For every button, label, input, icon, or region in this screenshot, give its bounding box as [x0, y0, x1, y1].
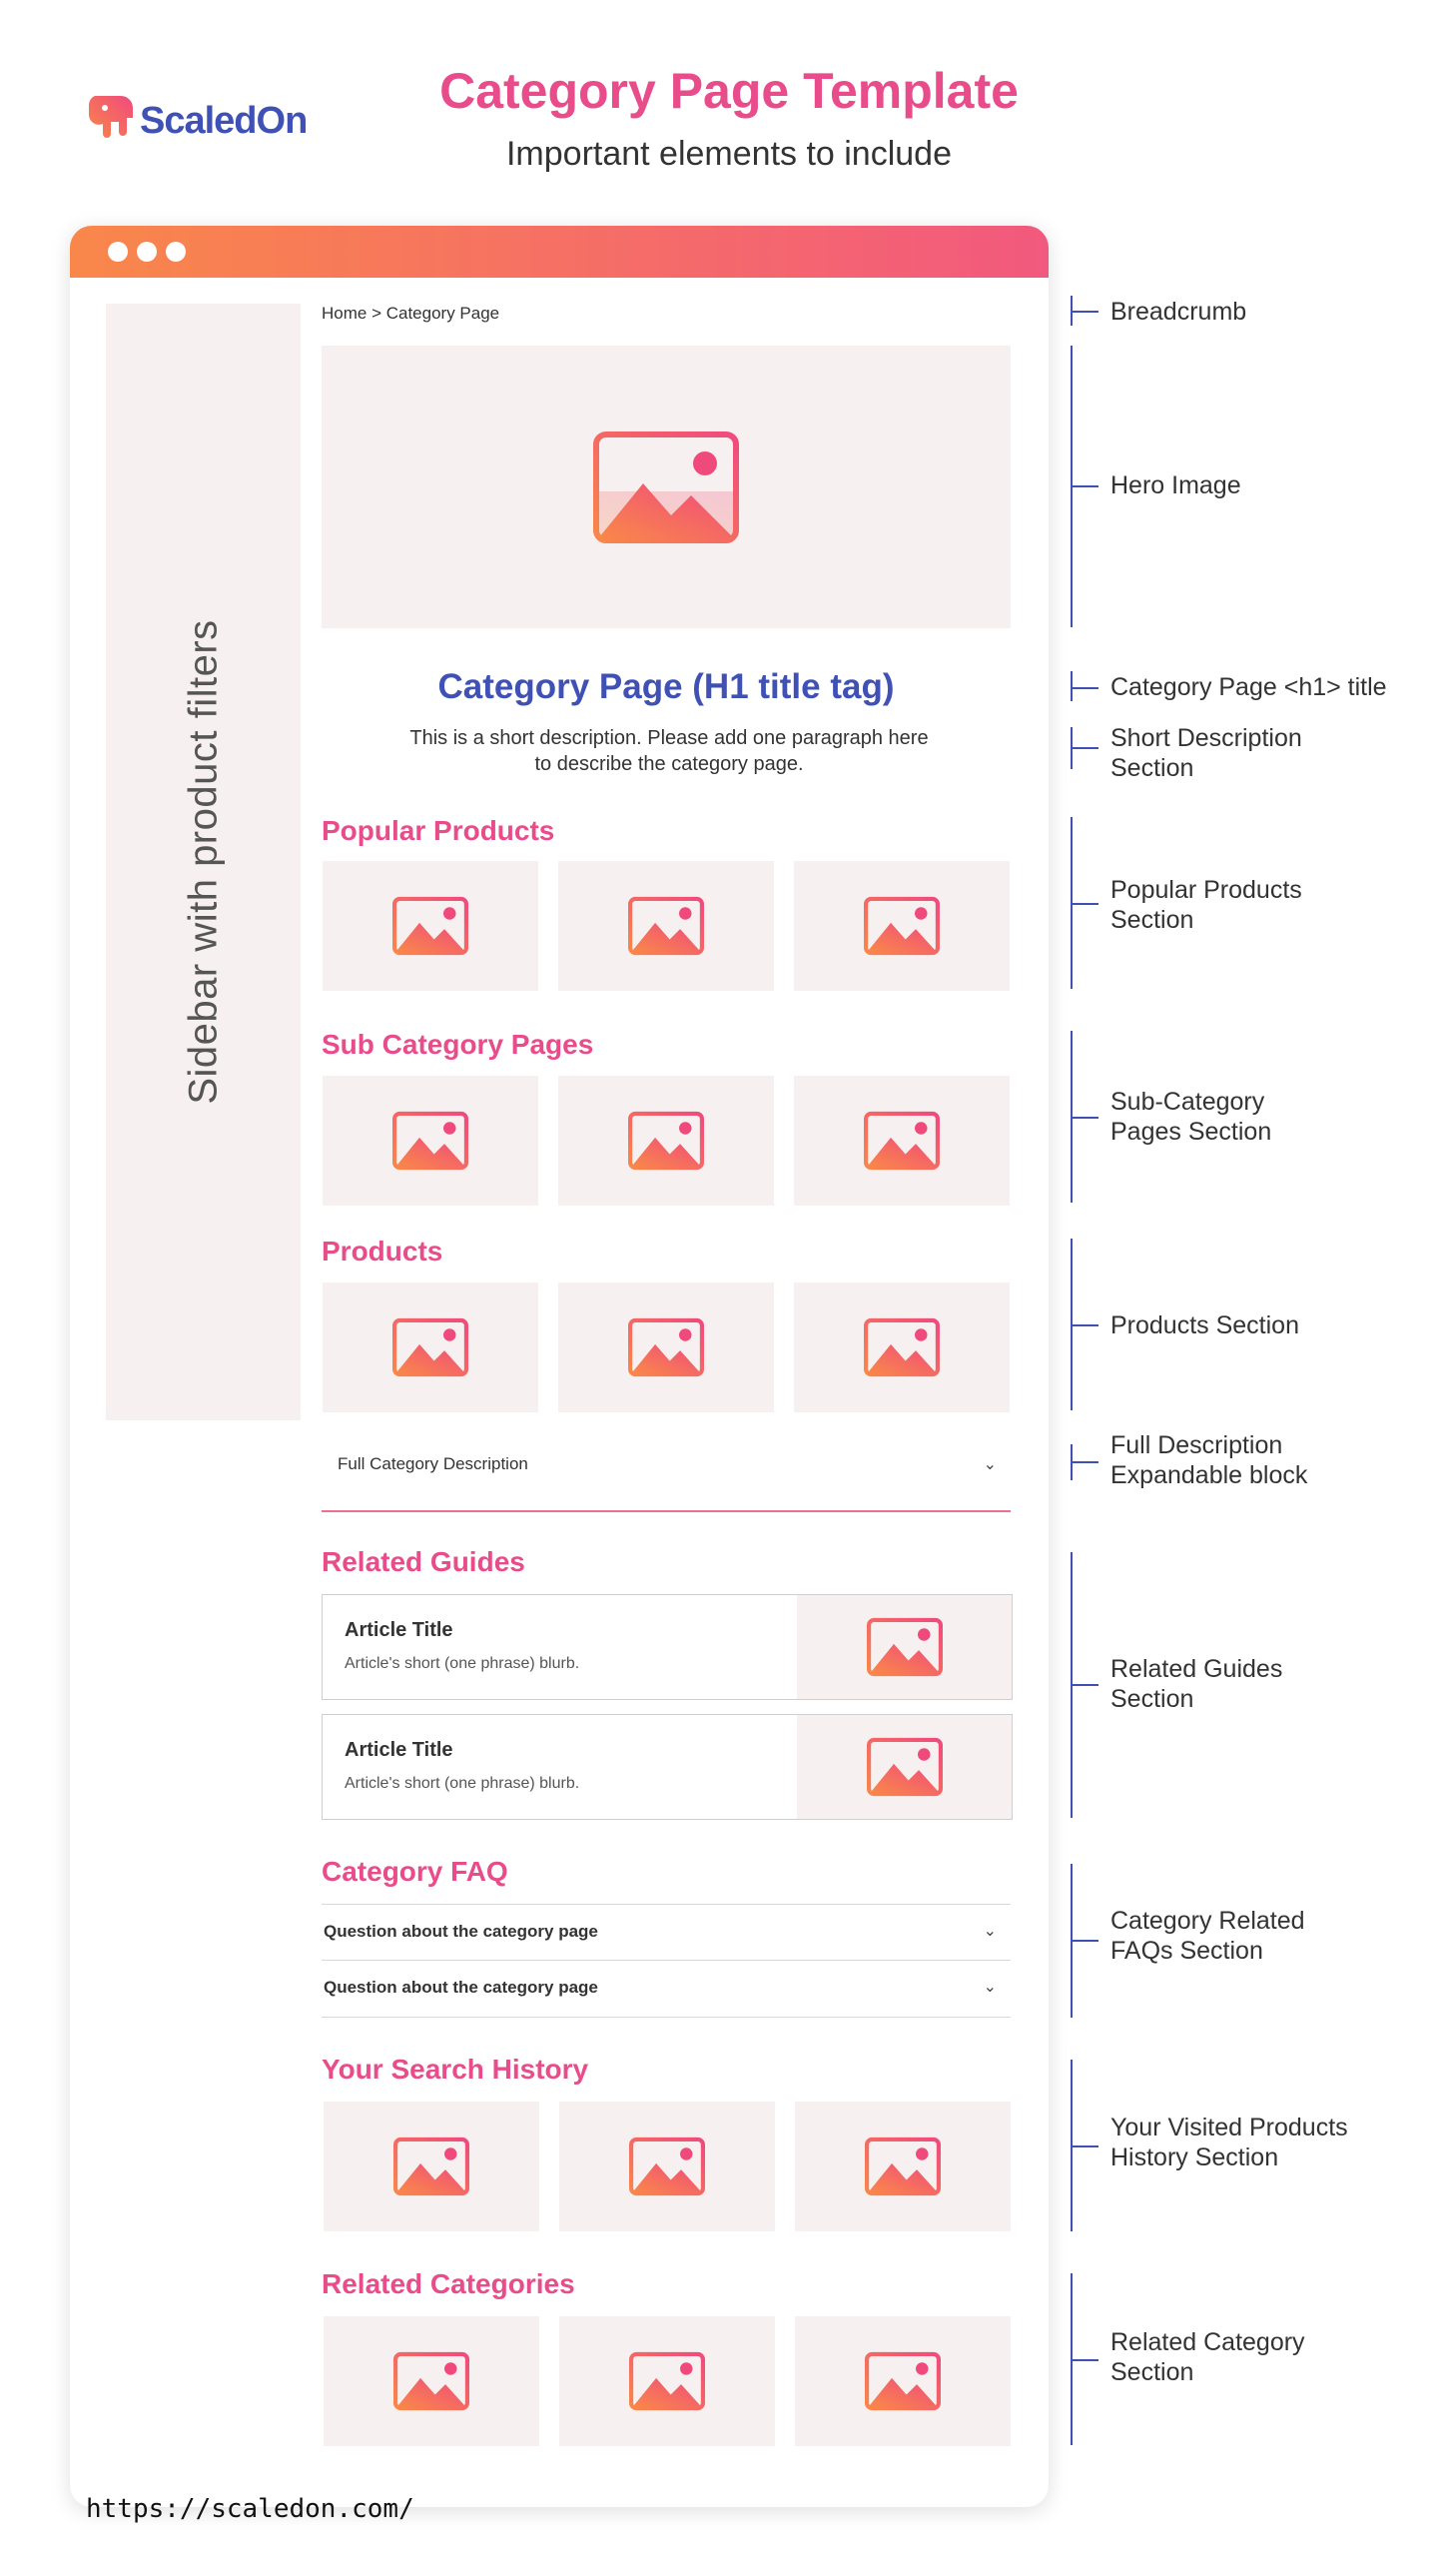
annotation-tick — [1071, 1324, 1098, 1326]
guide-image — [797, 1595, 1012, 1699]
related-categories-heading: Related Categories — [322, 2268, 575, 2299]
annotation-bracket — [1071, 671, 1073, 701]
image-icon — [628, 897, 704, 956]
window-dot-icon — [108, 242, 128, 262]
annotation-tick — [1071, 485, 1098, 487]
full-description-accordion[interactable] — [322, 1434, 1011, 1512]
product-card[interactable] — [794, 861, 1010, 991]
category-h1-title: Category Page (H1 title tag) — [437, 667, 895, 706]
sidebar-filters — [106, 304, 301, 1420]
annotation-sub-category: Sub-Category Pages Section — [1110, 1088, 1272, 1146]
image-icon — [393, 2137, 469, 2196]
history-product-card[interactable] — [324, 2102, 539, 2231]
scaledon-logo — [85, 90, 315, 150]
image-icon — [864, 1112, 940, 1171]
related-category-card[interactable] — [795, 2316, 1011, 2446]
annotation-tick — [1071, 1684, 1098, 1686]
annotation-popular-products: Popular Products Section — [1110, 876, 1302, 934]
annotation-tick — [1071, 1117, 1098, 1119]
annotation-full-description: Full Description Expandable block — [1110, 1431, 1308, 1489]
annotation-products: Products Section — [1110, 1311, 1299, 1339]
search-history-heading: Your Search History — [322, 2054, 589, 2085]
browser-window-mockup — [70, 226, 1049, 2507]
breadcrumb: Home > Category Page — [322, 304, 500, 323]
sub-category-heading: Sub Category Pages — [322, 1029, 594, 1060]
history-product-card[interactable] — [559, 2102, 775, 2231]
guide-card[interactable] — [322, 1594, 1013, 1700]
annotation-tick — [1071, 2145, 1098, 2147]
annotation-h1-title: Category Page <h1> title — [1110, 673, 1387, 701]
faq-question: Question about the category page — [324, 1922, 598, 1941]
short-description: This is a short description. Please add one paragraph here to describe the category page. — [409, 727, 929, 775]
guide-title: Article Title — [345, 1619, 453, 1641]
faq-heading: Category FAQ — [322, 1856, 508, 1887]
guide-card[interactable] — [322, 1714, 1013, 1820]
window-dot-icon — [166, 242, 186, 262]
footer-url[interactable]: https://scaledon.com/ — [86, 2494, 414, 2524]
image-icon — [393, 2352, 469, 2411]
image-icon — [629, 2137, 705, 2196]
related-guides-heading: Related Guides — [322, 1546, 525, 1577]
guide-title: Article Title — [345, 1739, 453, 1761]
faq-question: Question about the category page — [324, 1978, 598, 1997]
annotation-tick — [1071, 1940, 1098, 1942]
image-icon — [867, 1618, 943, 1677]
image-icon — [865, 2137, 941, 2196]
annotation-related-categories: Related Category Section — [1110, 2328, 1305, 2386]
sub-category-card[interactable] — [558, 1076, 774, 1206]
annotation-faq: Category Related FAQs Section — [1110, 1907, 1305, 1965]
product-card[interactable] — [323, 861, 538, 991]
annotation-short-description: Short Description Section — [1110, 724, 1302, 782]
annotation-tick — [1071, 1461, 1098, 1463]
image-icon — [392, 897, 468, 956]
page-subtitle: Important elements to include — [505, 135, 953, 173]
image-icon — [864, 1318, 940, 1377]
product-card[interactable] — [558, 1282, 774, 1412]
sidebar-label: Sidebar with product filters — [181, 619, 225, 1105]
annotation-breadcrumb: Breadcrumb — [1110, 298, 1247, 326]
product-card[interactable] — [558, 861, 774, 991]
image-icon — [593, 431, 739, 543]
annotation-tick — [1071, 903, 1098, 905]
image-icon — [629, 2352, 705, 2411]
annotation-related-guides: Related Guides Section — [1110, 1655, 1283, 1713]
guide-blurb: Article's short (one phrase) blurb. — [345, 1655, 580, 1672]
image-icon — [867, 1738, 943, 1797]
annotation-tick — [1071, 311, 1098, 313]
chevron-down-icon: ⌄ — [983, 1923, 997, 1940]
product-card[interactable] — [794, 1282, 1010, 1412]
image-icon — [865, 2352, 941, 2411]
annotation-hero-image: Hero Image — [1110, 471, 1241, 499]
product-card[interactable] — [323, 1282, 538, 1412]
related-category-card[interactable] — [324, 2316, 539, 2446]
guide-blurb: Article's short (one phrase) blurb. — [345, 1775, 580, 1792]
guide-image — [797, 1715, 1012, 1819]
image-icon — [628, 1112, 704, 1171]
sub-category-card[interactable] — [794, 1076, 1010, 1206]
chevron-down-icon: ⌄ — [983, 1456, 997, 1473]
history-product-card[interactable] — [795, 2102, 1011, 2231]
page-title: Category Page Template — [439, 63, 1019, 119]
full-description-label: Full Category Description — [338, 1454, 528, 1473]
browser-title-bar — [70, 226, 1049, 278]
chevron-down-icon: ⌄ — [983, 1979, 997, 1996]
image-icon — [392, 1318, 468, 1377]
sub-category-card[interactable] — [323, 1076, 538, 1206]
hero-image — [322, 346, 1011, 628]
image-icon — [864, 897, 940, 956]
related-category-card[interactable] — [559, 2316, 775, 2446]
faq-item[interactable] — [322, 1960, 1011, 2018]
annotation-search-history: Your Visited Products History Section — [1110, 2114, 1348, 2171]
logo-text: ScaledOn — [140, 100, 308, 142]
image-icon — [628, 1318, 704, 1377]
annotation-tick — [1071, 747, 1098, 749]
popular-products-heading: Popular Products — [322, 815, 555, 846]
products-heading: Products — [322, 1236, 443, 1267]
window-dot-icon — [137, 242, 157, 262]
image-icon — [392, 1112, 468, 1171]
faq-item[interactable] — [322, 1904, 1011, 1961]
annotation-tick — [1071, 687, 1098, 689]
annotation-tick — [1071, 2359, 1098, 2361]
elephant-logo-icon — [85, 90, 137, 146]
